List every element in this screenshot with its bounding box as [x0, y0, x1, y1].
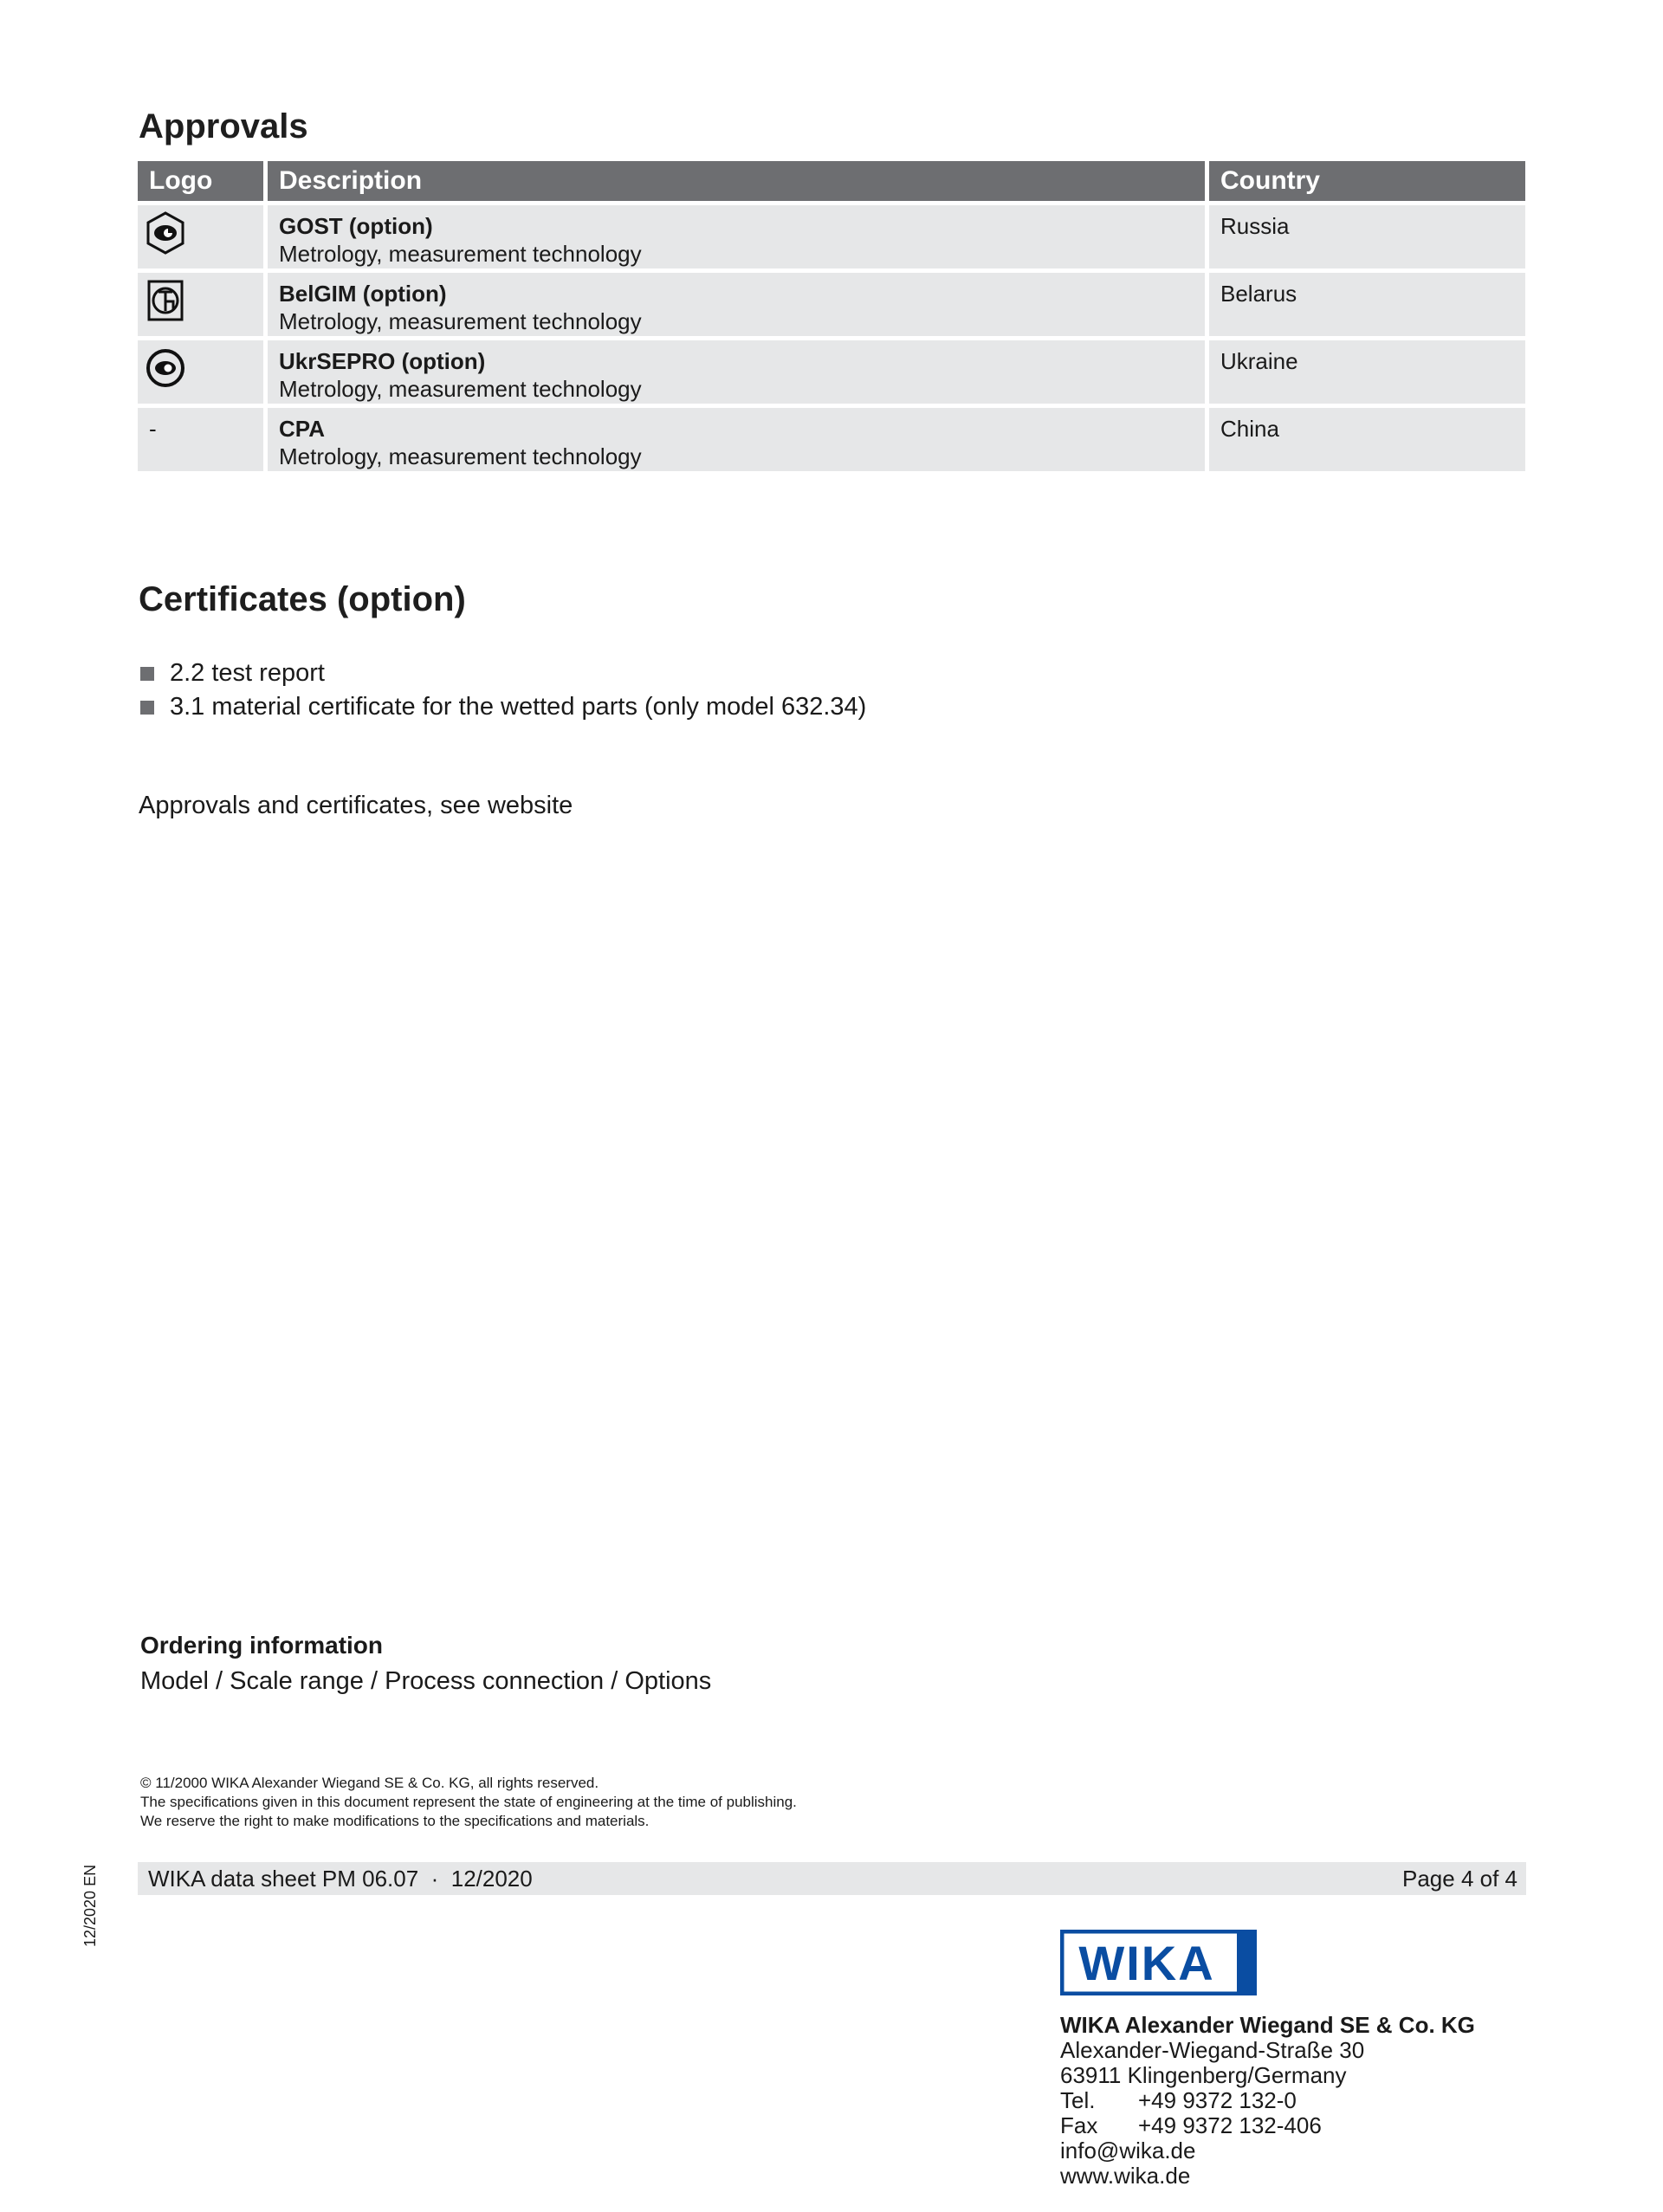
square-bullet-icon	[140, 667, 154, 681]
company-name: WIKA Alexander Wiegand SE & Co. KG	[1060, 2012, 1475, 2038]
approval-subtitle: Metrology, measurement technology	[279, 376, 642, 402]
country-cell: Russia	[1209, 201, 1525, 268]
logo-cell	[138, 336, 268, 404]
legal-line: The specifications given in this document represent the state of engineering at the time of publishing.	[140, 1794, 797, 1810]
ordering-title: Ordering information	[140, 1632, 383, 1659]
certificates-list	[139, 656, 866, 724]
description-cell	[268, 336, 1209, 404]
legal-notice	[140, 1774, 797, 1831]
column-header-country: Country	[1209, 161, 1525, 201]
ordering-text: Model / Scale range / Process connection / Options	[140, 1667, 712, 1695]
approval-subtitle: Metrology, measurement technology	[279, 241, 642, 267]
wika-logo-icon	[1060, 1930, 1257, 1995]
table-row	[138, 404, 1525, 471]
table-row	[138, 201, 1525, 268]
company-address	[1060, 2013, 1475, 2189]
logo-cell	[138, 268, 268, 336]
approval-title: CPA	[279, 416, 325, 442]
table-row	[138, 268, 1525, 336]
fax	[1060, 2113, 1475, 2138]
ukrsepro-icon	[145, 346, 186, 391]
approval-subtitle: Metrology, measurement technology	[279, 443, 642, 469]
approvals-table	[138, 161, 1525, 471]
list-item-text: 3.1 material certificate for the wetted parts (only model 632.34)	[170, 693, 867, 721]
logo-cell: -	[138, 404, 268, 471]
fax-number: +49 9372 132-406	[1138, 2112, 1322, 2138]
telephone	[1060, 2088, 1475, 2113]
footer-bar	[138, 1862, 1526, 1895]
table-row	[138, 336, 1525, 404]
belgim-icon	[145, 278, 186, 323]
approval-title: UkrSEPRO (option)	[279, 348, 486, 374]
description-cell	[268, 404, 1209, 471]
approval-title: GOST (option)	[279, 213, 433, 239]
list-item	[139, 656, 866, 690]
legal-line: © 11/2000 WIKA Alexander Wiegand SE & Co. KG, all rights reserved.	[140, 1775, 599, 1791]
datasheet-reference: WIKA data sheet PM 06.07 · 12/2020	[148, 1865, 533, 1892]
tel-number: +49 9372 132-0	[1138, 2087, 1297, 2113]
certificates-heading: Certificates (option)	[139, 580, 466, 618]
tel-label: Tel.	[1060, 2087, 1096, 2113]
list-item-text: 2.2 test report	[170, 659, 325, 687]
column-header-logo: Logo	[138, 161, 268, 201]
approvals-note: Approvals and certificates, see website	[139, 792, 573, 819]
approvals-heading: Approvals	[139, 107, 308, 146]
email-link[interactable]: info@wika.de	[1060, 2138, 1196, 2163]
page-number: Page 4 of 4	[1402, 1865, 1517, 1892]
list-item	[139, 690, 866, 724]
square-bullet-icon	[140, 701, 154, 715]
country-cell: China	[1209, 404, 1525, 471]
logo-cell	[138, 201, 268, 268]
gost-icon	[145, 210, 186, 255]
description-cell	[268, 268, 1209, 336]
website-link[interactable]: www.wika.de	[1060, 2163, 1191, 2189]
description-cell	[268, 201, 1209, 268]
approval-subtitle: Metrology, measurement technology	[279, 308, 642, 334]
wika-logo-text: WIKA	[1078, 1936, 1215, 1990]
approval-title: BelGIM (option)	[279, 281, 447, 307]
city: 63911 Klingenberg/Germany	[1060, 2062, 1347, 2088]
country-cell: Belarus	[1209, 268, 1525, 336]
street: Alexander-Wiegand-Straße 30	[1060, 2037, 1365, 2063]
table-header-row	[138, 161, 1525, 201]
fax-label: Fax	[1060, 2112, 1098, 2138]
legal-line: We reserve the right to make modifications to the specifications and materials.	[140, 1813, 650, 1829]
country-cell: Ukraine	[1209, 336, 1525, 404]
side-date-label: 12/2020 EN	[81, 1864, 99, 1947]
column-header-description: Description	[268, 161, 1209, 201]
